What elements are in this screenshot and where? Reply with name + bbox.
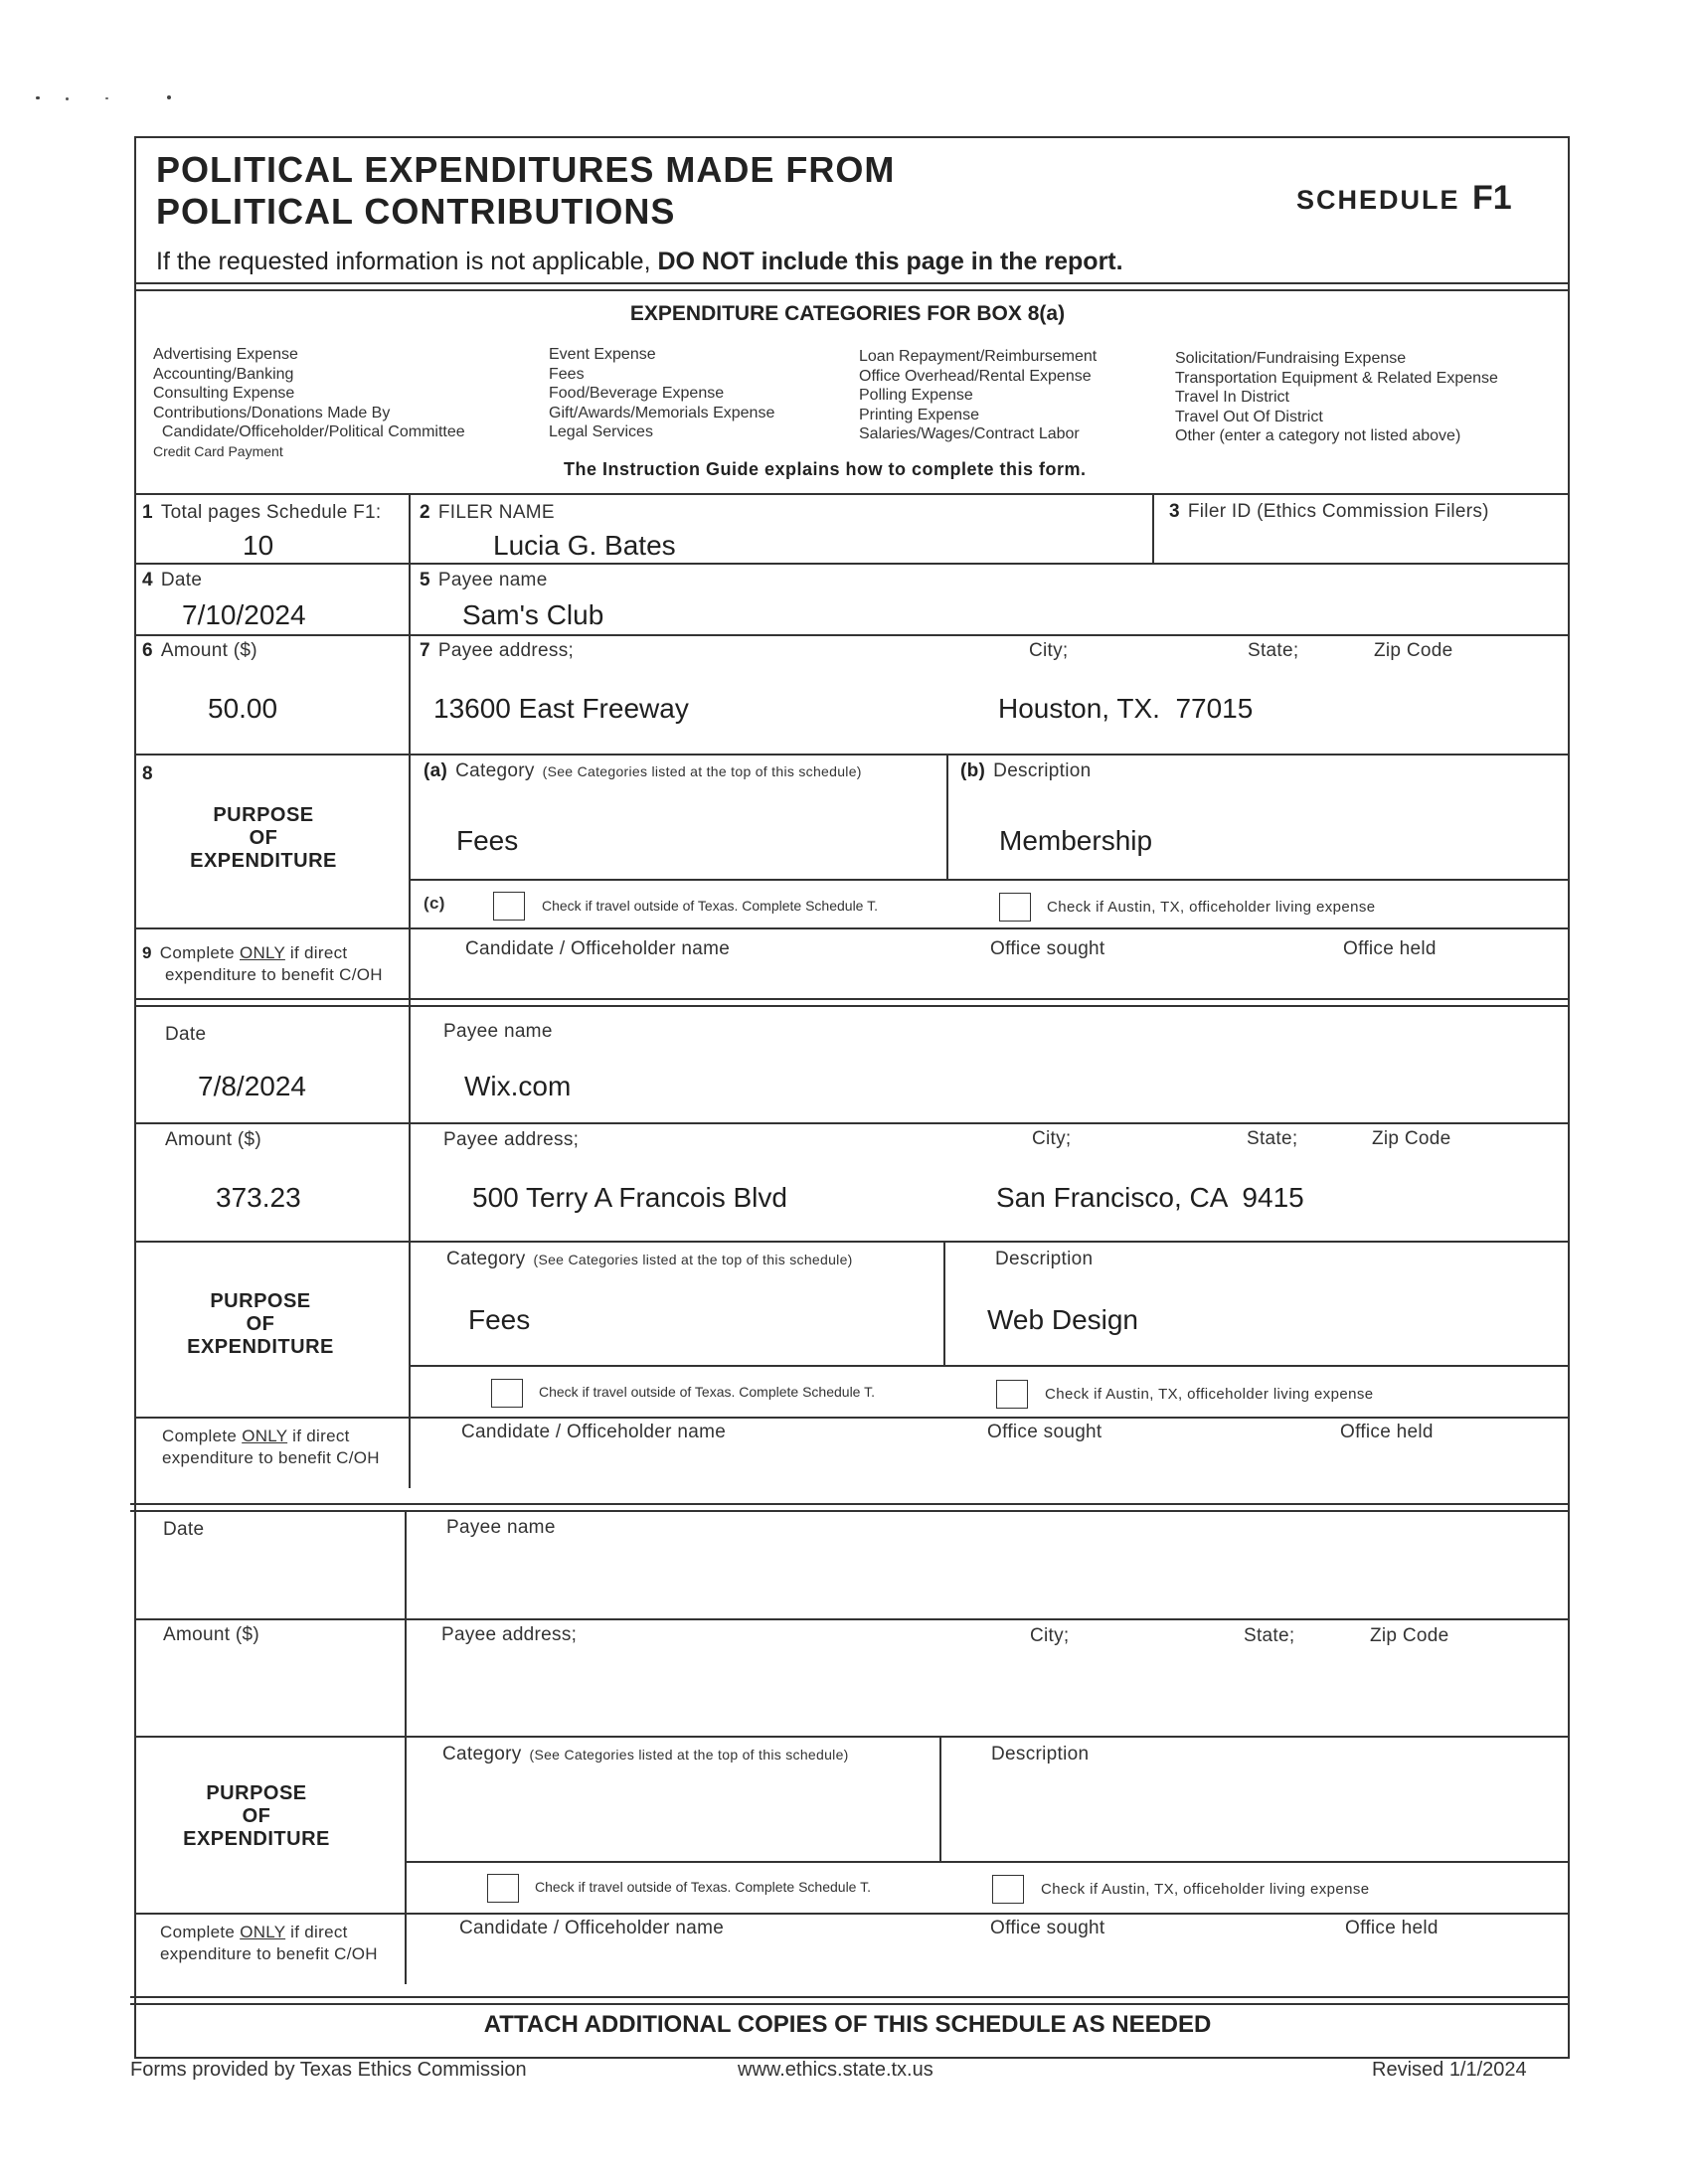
categories-title: EXPENDITURE CATEGORIES FOR BOX 8(a) [629, 302, 1066, 325]
entry-1-date: 7/10/2024 [182, 599, 306, 630]
amount-label: Amount ($) [163, 1624, 259, 1645]
office-sought-label: Office sought [987, 1422, 1102, 1442]
austin-living-expense-checkbox[interactable] [992, 1875, 1024, 1904]
divider [134, 289, 1568, 291]
label-text: if direct [289, 943, 348, 962]
category-column-1 [153, 345, 465, 461]
zip-label: Zip Code [1372, 1128, 1451, 1149]
label-text: Date [160, 570, 203, 590]
category-item: Other (enter a category not listed above) [1175, 427, 1461, 444]
field-number: 9 [142, 943, 152, 962]
label-text: Category [446, 1249, 526, 1269]
austin-living-expense-label: Check if Austin, TX, officeholder living expense [1041, 1881, 1370, 1898]
divider [405, 1861, 1568, 1863]
filer-id-label [1169, 501, 1489, 523]
entry-1-description: Membership [999, 825, 1153, 856]
entry-2-category: Fees [468, 1304, 531, 1335]
filer-name-label [420, 502, 555, 524]
travel-outside-texas-checkbox[interactable] [491, 1379, 523, 1408]
purpose-line: PURPOSE [213, 804, 314, 826]
divider [134, 927, 1568, 929]
footer-website[interactable]: www.ethics.state.tx.us [738, 2059, 933, 2081]
total-pages-label [142, 502, 382, 524]
category-item: Food/Beverage Expense [549, 385, 725, 402]
category-item: Printing Expense [859, 406, 979, 423]
purpose-line: PURPOSE [206, 1782, 307, 1804]
category-item: Travel In District [1175, 389, 1289, 406]
category-item: Loan Repayment/Reimbursement [859, 348, 1098, 365]
label-text: Total pages Schedule F1: [160, 502, 382, 523]
label-text: Amount ($) [160, 640, 257, 661]
purpose-heading [139, 804, 388, 873]
column-divider [409, 494, 411, 1488]
divider [134, 1122, 1568, 1124]
category-note: (See Categories listed at the top of this schedule) [529, 1747, 849, 1763]
office-sought-label: Office sought [990, 938, 1105, 959]
field-tag: (b) [960, 760, 986, 781]
label-text: Complete [162, 1427, 238, 1445]
only-emphasis: ONLY [242, 1427, 288, 1445]
purpose-line: EXPENDITURE [190, 850, 337, 872]
label-text: Category [442, 1744, 522, 1764]
divider [134, 754, 1568, 756]
label-text: expenditure to benefit C/OH [160, 1944, 378, 1963]
date-label [142, 570, 202, 591]
purpose-line: OF [242, 1805, 271, 1827]
category-column-2 [549, 345, 774, 442]
entry-1-amount: 50.00 [208, 693, 278, 724]
direct-benefit-note [142, 942, 383, 986]
label-text: Description [993, 760, 1092, 781]
entry-2-date: 7/8/2024 [198, 1071, 306, 1101]
column-divider [939, 1737, 941, 1862]
entry-1-payee: Sam's Club [462, 599, 604, 630]
label-text: Filer ID (Ethics Commission Filers) [1187, 501, 1489, 522]
category-item: Polling Expense [859, 387, 973, 404]
payee-address-label: Payee address; [441, 1624, 578, 1645]
scan-speck [66, 97, 69, 100]
entry-1-address: 13600 East Freeway [433, 693, 689, 724]
category-item: Fees [549, 365, 585, 383]
instruction-normal-text: If the requested information is not applicable, [156, 248, 651, 275]
instruction-bold-text: DO NOT include this page in the report. [657, 248, 1123, 275]
austin-living-expense-label: Check if Austin, TX, officeholder living expense [1045, 1386, 1374, 1403]
category-column-4 [1175, 349, 1498, 446]
candidate-name-label: Candidate / Officeholder name [461, 1422, 727, 1442]
state-label: State; [1248, 640, 1299, 661]
state-label: State; [1247, 1128, 1298, 1149]
category-label [424, 760, 862, 782]
instruction-guide-note: The Instruction Guide explains how to complete this form. [564, 459, 1087, 479]
field-number: 1 [142, 502, 153, 523]
category-item: Transportation Equipment & Related Expense [1175, 369, 1498, 387]
entry-2-description: Web Design [987, 1304, 1139, 1335]
field-tag-c: (c) [424, 894, 445, 913]
divider [130, 1996, 1568, 1998]
candidate-name-label: Candidate / Officeholder name [459, 1918, 725, 1938]
austin-living-expense-checkbox[interactable] [999, 893, 1031, 922]
category-note: (See Categories listed at the top of this schedule) [533, 1252, 853, 1267]
field-number: 2 [420, 502, 430, 523]
description-label: Description [995, 1249, 1094, 1269]
field-number: 7 [420, 640, 430, 661]
category-item: Credit Card Payment [153, 442, 283, 459]
divider [134, 1241, 1568, 1243]
entry-2-city-state-zip: San Francisco, CA 9415 [996, 1182, 1304, 1213]
purpose-heading [136, 1290, 385, 1359]
travel-outside-texas-label: Check if travel outside of Texas. Complete Schedule T. [539, 1384, 875, 1400]
purpose-line: EXPENDITURE [187, 1336, 334, 1358]
only-emphasis: ONLY [239, 943, 285, 962]
purpose-line: OF [246, 1313, 275, 1335]
form-title [156, 149, 895, 233]
scan-speck [167, 95, 171, 99]
divider [134, 998, 1568, 1000]
category-label [446, 1249, 853, 1270]
divider [134, 634, 1568, 636]
office-sought-label: Office sought [990, 1918, 1105, 1938]
category-item: Candidate/Officeholder/Political Committee [153, 423, 465, 440]
date-label: Date [163, 1519, 205, 1540]
payee-address-label [420, 640, 574, 662]
category-item: Consulting Expense [153, 385, 295, 402]
travel-outside-texas-checkbox[interactable] [493, 892, 525, 921]
scan-speck [36, 96, 40, 99]
office-held-label: Office held [1340, 1422, 1434, 1442]
field-number-8 [142, 763, 161, 785]
category-item: Event Expense [549, 346, 656, 363]
austin-living-expense-label: Check if Austin, TX, officeholder living expense [1047, 899, 1376, 916]
divider [134, 563, 1568, 565]
label-text: Complete [159, 943, 235, 962]
not-applicable-instruction [156, 248, 1123, 276]
purpose-heading [132, 1782, 381, 1851]
category-item: Office Overhead/Rental Expense [859, 367, 1092, 385]
footer-revised: Revised 1/1/2024 [1372, 2059, 1527, 2081]
direct-benefit-note [162, 1426, 380, 1469]
divider [409, 879, 1568, 881]
field-number: 3 [1169, 501, 1180, 522]
payee-name-label: Payee name [443, 1021, 553, 1042]
divider [130, 2003, 1568, 2005]
schedule-code: F1 [1471, 179, 1512, 217]
footer-provided-by: Forms provided by Texas Ethics Commission [130, 2059, 527, 2081]
city-label: City; [1032, 1128, 1072, 1149]
travel-outside-texas-checkbox[interactable] [487, 1874, 519, 1903]
office-held-label: Office held [1343, 938, 1437, 959]
payee-name-label: Payee name [446, 1517, 556, 1538]
category-item: Solicitation/Fundraising Expense [1175, 350, 1407, 367]
category-item: Travel Out Of District [1175, 408, 1323, 425]
divider [134, 493, 1568, 495]
column-divider [946, 755, 948, 880]
divider [409, 1365, 1568, 1367]
schedule-label: SCHEDULE [1296, 185, 1460, 215]
city-label: City; [1029, 640, 1069, 661]
label-text: Payee address; [437, 640, 575, 661]
field-number: 5 [420, 570, 430, 590]
category-item: Salaries/Wages/Contract Labor [859, 425, 1080, 442]
divider [134, 1913, 1568, 1915]
category-item: Gift/Awards/Memorials Expense [549, 404, 775, 421]
date-label: Date [165, 1024, 207, 1045]
label-text: FILER NAME [437, 502, 555, 523]
office-held-label: Office held [1345, 1918, 1439, 1938]
field-tag: (a) [424, 760, 448, 781]
category-column-3 [859, 347, 1097, 444]
city-label: City; [1030, 1625, 1070, 1646]
description-label: Description [991, 1744, 1090, 1764]
column-divider [943, 1242, 945, 1366]
divider [130, 1503, 1568, 1505]
purpose-line: OF [249, 827, 278, 849]
label-text: Category [455, 760, 535, 781]
payee-name-label [420, 570, 548, 591]
category-item: Contributions/Donations Made By [153, 404, 391, 421]
entry-2-address: 500 Terry A Francois Blvd [472, 1182, 787, 1213]
zip-label: Zip Code [1370, 1625, 1449, 1646]
label-text: expenditure to benefit C/OH [162, 1448, 380, 1467]
category-item: Legal Services [549, 423, 653, 440]
form-title-line2: POLITICAL CONTRIBUTIONS [156, 191, 676, 232]
amount-label: Amount ($) [165, 1129, 261, 1150]
category-note: (See Categories listed at the top of this schedule) [542, 763, 862, 779]
state-label: State; [1244, 1625, 1295, 1646]
entry-2-amount: 373.23 [216, 1182, 301, 1213]
divider [134, 282, 1568, 284]
amount-label [142, 640, 257, 662]
category-item: Advertising Expense [153, 346, 298, 363]
field-number: 6 [142, 640, 153, 661]
field-number: 8 [142, 763, 153, 784]
purpose-line: EXPENDITURE [183, 1828, 330, 1850]
column-divider [1152, 494, 1154, 563]
total-pages-value: 10 [243, 530, 274, 561]
category-item: Accounting/Banking [153, 365, 294, 383]
label-text: Payee name [437, 570, 548, 590]
description-label [960, 760, 1092, 782]
payee-address-label: Payee address; [443, 1129, 580, 1150]
label-text: if direct [292, 1427, 350, 1445]
label-text: if direct [290, 1923, 348, 1941]
zip-label: Zip Code [1374, 640, 1453, 661]
attach-copies-note: ATTACH ADDITIONAL COPIES OF THIS SCHEDULE AS NEEDED [483, 2011, 1212, 2038]
austin-living-expense-checkbox[interactable] [996, 1380, 1028, 1409]
category-label [442, 1744, 849, 1765]
divider [134, 1417, 1568, 1419]
label-text: expenditure to benefit C/OH [165, 965, 383, 984]
field-number: 4 [142, 570, 153, 590]
label-text: Complete [160, 1923, 236, 1941]
only-emphasis: ONLY [240, 1923, 286, 1941]
entry-1-city-state-zip: Houston, TX. 77015 [998, 693, 1254, 724]
divider [134, 1736, 1568, 1738]
divider [130, 1510, 1568, 1512]
entry-2-payee: Wix.com [464, 1071, 572, 1101]
form-title-line1: POLITICAL EXPENDITURES MADE FROM [156, 149, 896, 190]
travel-outside-texas-label: Check if travel outside of Texas. Complete Schedule T. [535, 1879, 871, 1895]
schedule-id [1296, 179, 1512, 218]
filer-name-value: Lucia G. Bates [493, 530, 676, 561]
candidate-name-label: Candidate / Officeholder name [465, 938, 731, 959]
divider [134, 1618, 1568, 1620]
travel-outside-texas-label: Check if travel outside of Texas. Complete Schedule T. [542, 898, 878, 914]
scan-speck [105, 97, 108, 99]
purpose-line: PURPOSE [210, 1290, 311, 1312]
divider [134, 1005, 1568, 1007]
entry-1-category: Fees [456, 825, 519, 856]
direct-benefit-note [160, 1922, 378, 1965]
